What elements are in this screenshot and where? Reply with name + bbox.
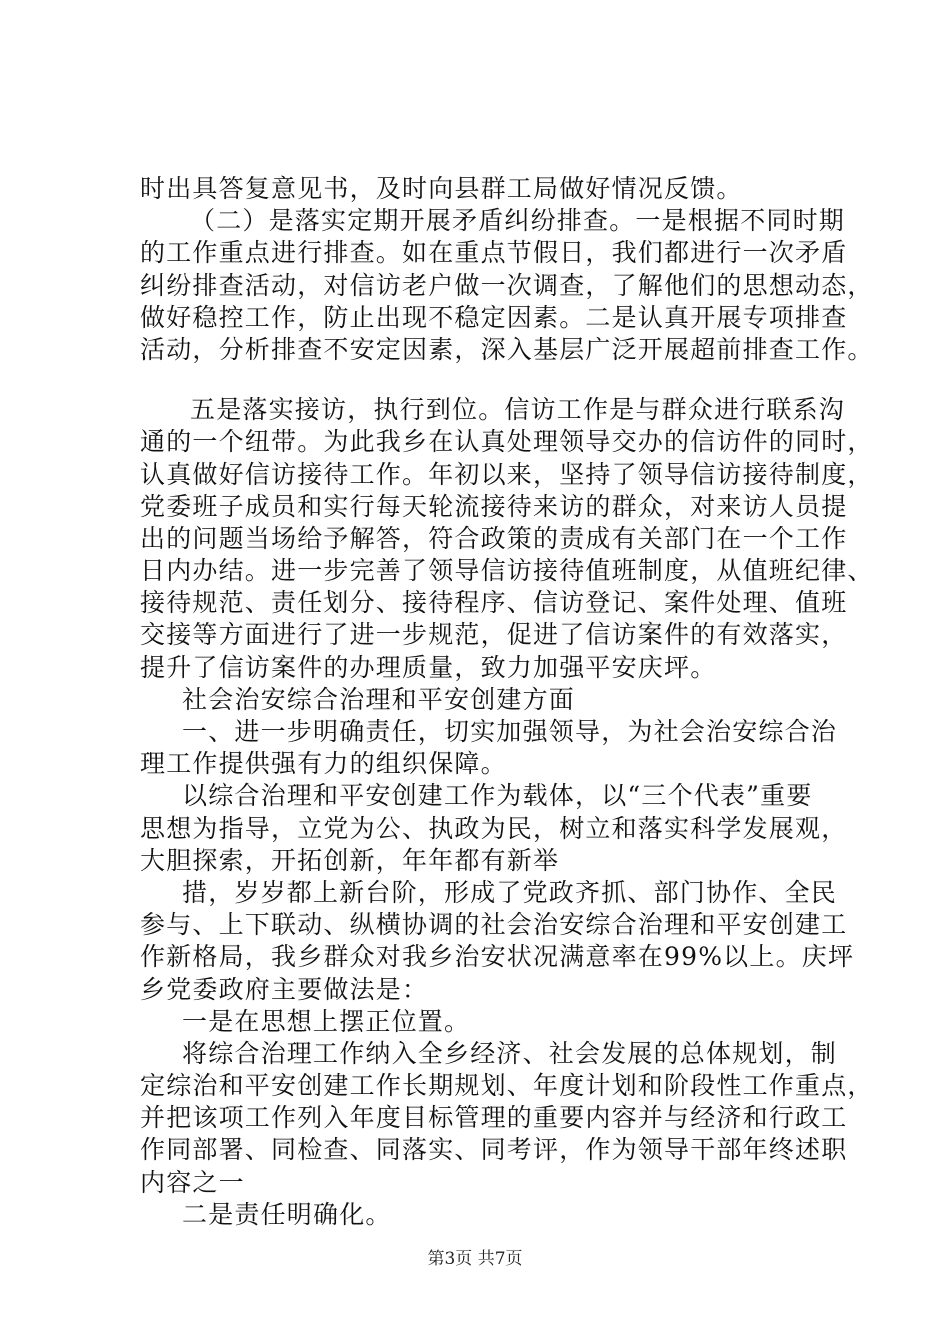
page-footer: 第3页 共7页	[427, 1249, 523, 1269]
text-line: 认真做好信访接待工作。年初以来，坚持了领导信访接待制度，	[140, 459, 874, 489]
text-line: 乡党委政府主要做法是：	[140, 974, 429, 1004]
text-line: 党委班子成员和实行每天轮流接待来访的群众，对来访人员提	[140, 491, 848, 521]
text-line: 以综合治理和平安创建工作为载体，以“三个代表”重要	[182, 781, 813, 811]
text-line: 活动，分析排查不安定因素，深入基层广泛开展超前排查工作。	[140, 334, 874, 364]
text-line: 二是责任明确化。	[182, 1199, 392, 1229]
text-line: 措，岁岁都上新台阶，形成了党政齐抓、部门协作、全民	[182, 877, 838, 907]
text-line: 思想为指导，立党为公、执政为民，树立和落实科学发展观，	[140, 813, 848, 843]
text-line: 将综合治理工作纳入全乡经济、社会发展的总体规划，制	[182, 1038, 838, 1068]
text-line: 大胆探索，开拓创新，年年都有新举	[140, 845, 560, 875]
text-line: 一是在思想上摆正位置。	[182, 1006, 471, 1036]
text-line: 理工作提供强有力的组织保障。	[140, 749, 507, 779]
document-body	[140, 173, 874, 1231]
text-line: 定综治和平安创建工作长期规划、年度计划和阶段性工作重点，	[140, 1071, 874, 1101]
text-line: 作新格局，我乡群众对我乡治安状况满意率在99%以上。庆坪	[140, 942, 855, 972]
text-line: 五是落实接访，执行到位。信访工作是与群众进行联系沟	[190, 395, 846, 425]
text-line: 的工作重点进行排查。如在重点节假日，我们都进行一次矛盾	[140, 238, 848, 268]
text-line: 时出具答复意见书，及时向县群工局做好情况反馈。	[140, 174, 743, 203]
paragraph-gap	[140, 366, 860, 394]
text-line: （二）是落实定期开展矛盾纠纷排查。一是根据不同时期	[190, 206, 846, 236]
text-line: 内容之一	[140, 1167, 245, 1197]
text-line: 并把该项工作列入年度目标管理的重要内容并与经济和行政工	[140, 1103, 848, 1133]
section-heading: 社会治安综合治理和平安创建方面	[182, 684, 576, 714]
text-line: 做好稳控工作，防止出现不稳定因素。二是认真开展专项排查	[140, 302, 848, 332]
text-line: 提升了信访案件的办理质量，致力加强平安庆坪。	[140, 652, 717, 682]
text-line: 通的一个纽带。为此我乡在认真处理领导交办的信访件的同时，	[140, 427, 874, 457]
text-line: 日内办结。进一步完善了领导信访接待值班制度，从值班纪律、	[140, 556, 874, 586]
text-line: 作同部署、同检查、同落实、同考评，作为领导干部年终述职	[140, 1135, 848, 1165]
text-line: 纠纷排查活动，对信访老户做一次调查，了解他们的思想动态，	[140, 270, 874, 300]
text-line: 参与、上下联动、纵横协调的社会治安综合治理和平安创建工	[140, 910, 848, 940]
text-line: 一、进一步明确责任，切实加强领导，为社会治安综合治	[182, 717, 838, 746]
text-line: 交接等方面进行了进一步规范，促进了信访案件的有效落实，	[140, 620, 848, 650]
text-line: 接待规范、责任划分、接待程序、信访登记、案件处理、值班	[140, 588, 848, 618]
text-line: 出的问题当场给予解答，符合政策的责成有关部门在一个工作	[140, 523, 848, 553]
